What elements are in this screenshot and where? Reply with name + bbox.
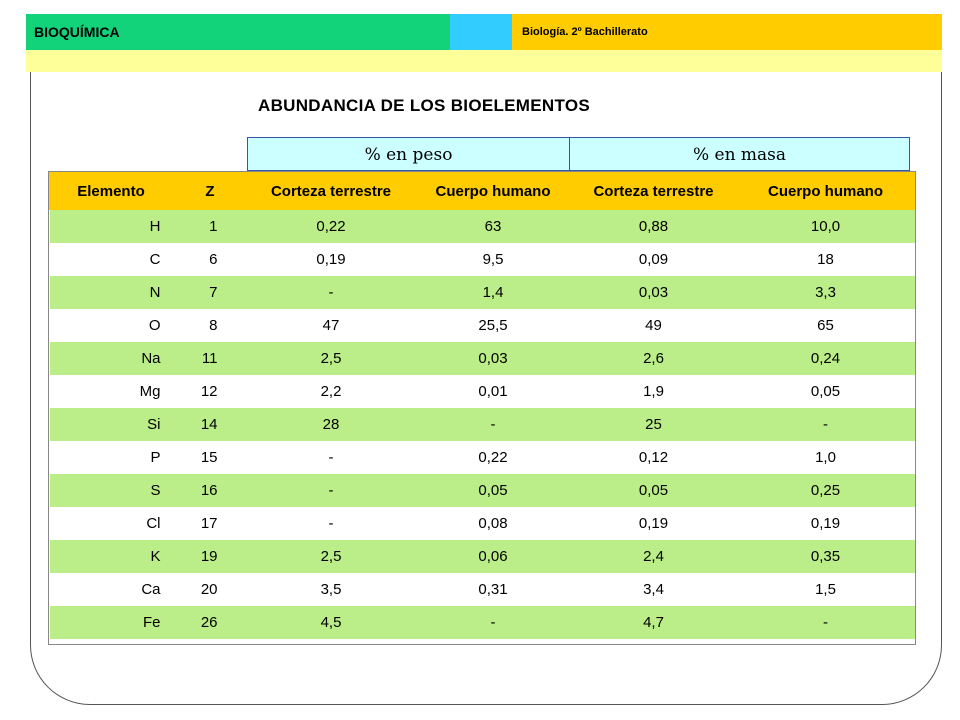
cell-cuerpo-masa: - (736, 408, 916, 441)
cell-corteza-masa: 0,03 (572, 276, 736, 309)
column-header-z: Z (173, 173, 248, 210)
cell-elemento: K (50, 540, 173, 573)
cell-corteza-masa: 3,4 (572, 573, 736, 606)
cell-elemento: O (50, 309, 173, 342)
column-group-header (247, 137, 910, 171)
table-row (50, 309, 916, 342)
cell-corteza-peso: 2,2 (248, 375, 415, 408)
cell-elemento: H (50, 210, 173, 244)
cell-corteza-masa: 4,7 (572, 606, 736, 639)
cell-z: 16 (173, 474, 248, 507)
cell-z: 19 (173, 540, 248, 573)
cell-z: 11 (173, 342, 248, 375)
cell-corteza-peso: - (248, 474, 415, 507)
table-row (50, 540, 916, 573)
cell-cuerpo-peso: - (415, 408, 572, 441)
column-header-elemento: Elemento (50, 173, 173, 210)
cell-cuerpo-peso: 0,01 (415, 375, 572, 408)
header-subject: BIOQUÍMICA (26, 14, 450, 50)
table-row (50, 441, 916, 474)
cell-elemento: Mg (50, 375, 173, 408)
table-row (50, 210, 916, 244)
cell-corteza-masa: 25 (572, 408, 736, 441)
table-row (50, 375, 916, 408)
cell-corteza-masa: 2,4 (572, 540, 736, 573)
cell-cuerpo-masa: 18 (736, 243, 916, 276)
cell-z: 1 (173, 210, 248, 244)
cell-elemento: Si (50, 408, 173, 441)
cell-cuerpo-masa: 0,25 (736, 474, 916, 507)
header-bar (26, 14, 942, 50)
cell-elemento: C (50, 243, 173, 276)
cell-corteza-masa: 0,09 (572, 243, 736, 276)
column-header-cuerpo-peso: Cuerpo humano (415, 173, 572, 210)
column-header-corteza-peso: Corteza terrestre (248, 173, 415, 210)
cell-z: 14 (173, 408, 248, 441)
cell-cuerpo-masa: - (736, 606, 916, 639)
cell-cuerpo-peso: 25,5 (415, 309, 572, 342)
cell-cuerpo-peso: 0,08 (415, 507, 572, 540)
cell-elemento: Ca (50, 573, 173, 606)
cell-corteza-masa: 0,12 (572, 441, 736, 474)
cell-cuerpo-peso: 63 (415, 210, 572, 244)
cell-corteza-peso: 0,22 (248, 210, 415, 244)
cell-corteza-masa: 2,6 (572, 342, 736, 375)
cell-z: 12 (173, 375, 248, 408)
table-row (50, 606, 916, 639)
column-header-corteza-masa: Corteza terrestre (572, 173, 736, 210)
cell-corteza-masa: 49 (572, 309, 736, 342)
table-header-row (50, 173, 916, 210)
cell-z: 26 (173, 606, 248, 639)
cell-z: 15 (173, 441, 248, 474)
cell-z: 20 (173, 573, 248, 606)
cell-cuerpo-masa: 0,05 (736, 375, 916, 408)
cell-cuerpo-masa: 3,3 (736, 276, 916, 309)
cell-corteza-peso: 0,19 (248, 243, 415, 276)
cell-corteza-peso: - (248, 507, 415, 540)
table-row (50, 276, 916, 309)
cell-corteza-peso: 28 (248, 408, 415, 441)
cell-corteza-peso: 3,5 (248, 573, 415, 606)
table-row (50, 507, 916, 540)
cell-cuerpo-peso: 0,05 (415, 474, 572, 507)
cell-elemento: Na (50, 342, 173, 375)
cell-cuerpo-masa: 1,0 (736, 441, 916, 474)
cell-corteza-peso: 2,5 (248, 342, 415, 375)
cell-z: 7 (173, 276, 248, 309)
cell-corteza-peso: 2,5 (248, 540, 415, 573)
header-course: Biología. 2º Bachillerato (512, 14, 942, 50)
cell-z: 6 (173, 243, 248, 276)
cell-elemento: N (50, 276, 173, 309)
header-subbar (26, 50, 942, 72)
cell-corteza-peso: 47 (248, 309, 415, 342)
cell-z: 17 (173, 507, 248, 540)
page-title: ABUNDANCIA DE LOS BIOELEMENTOS (258, 96, 591, 115)
cell-cuerpo-peso: 1,4 (415, 276, 572, 309)
column-header-cuerpo-masa: Cuerpo humano (736, 173, 916, 210)
cell-elemento: Cl (50, 507, 173, 540)
table-row (50, 243, 916, 276)
cell-cuerpo-peso: 0,31 (415, 573, 572, 606)
cell-elemento: Fe (50, 606, 173, 639)
cell-elemento: S (50, 474, 173, 507)
table-row (50, 573, 916, 606)
cell-cuerpo-masa: 10,0 (736, 210, 916, 244)
cell-corteza-masa: 0,19 (572, 507, 736, 540)
cell-cuerpo-peso: 0,06 (415, 540, 572, 573)
table-row (50, 408, 916, 441)
cell-cuerpo-masa: 1,5 (736, 573, 916, 606)
cell-corteza-masa: 0,05 (572, 474, 736, 507)
cell-corteza-masa: 1,9 (572, 375, 736, 408)
table-row (50, 474, 916, 507)
table-row (50, 342, 916, 375)
cell-cuerpo-masa: 0,24 (736, 342, 916, 375)
bioelements-table (49, 172, 916, 639)
cell-cuerpo-masa: 0,19 (736, 507, 916, 540)
cell-corteza-peso: - (248, 441, 415, 474)
group-label-masa: % en masa (692, 145, 787, 165)
cell-cuerpo-peso: 0,22 (415, 441, 572, 474)
cell-cuerpo-peso: 0,03 (415, 342, 572, 375)
cell-cuerpo-peso: 9,5 (415, 243, 572, 276)
header-accent-block (450, 14, 512, 50)
cell-corteza-peso: 4,5 (248, 606, 415, 639)
cell-corteza-masa: 0,88 (572, 210, 736, 244)
cell-z: 8 (173, 309, 248, 342)
group-label-peso: % en peso (248, 138, 570, 170)
cell-cuerpo-masa: 65 (736, 309, 916, 342)
cell-corteza-peso: - (248, 276, 415, 309)
cell-elemento: P (50, 441, 173, 474)
cell-cuerpo-masa: 0,35 (736, 540, 916, 573)
cell-cuerpo-peso: - (415, 606, 572, 639)
